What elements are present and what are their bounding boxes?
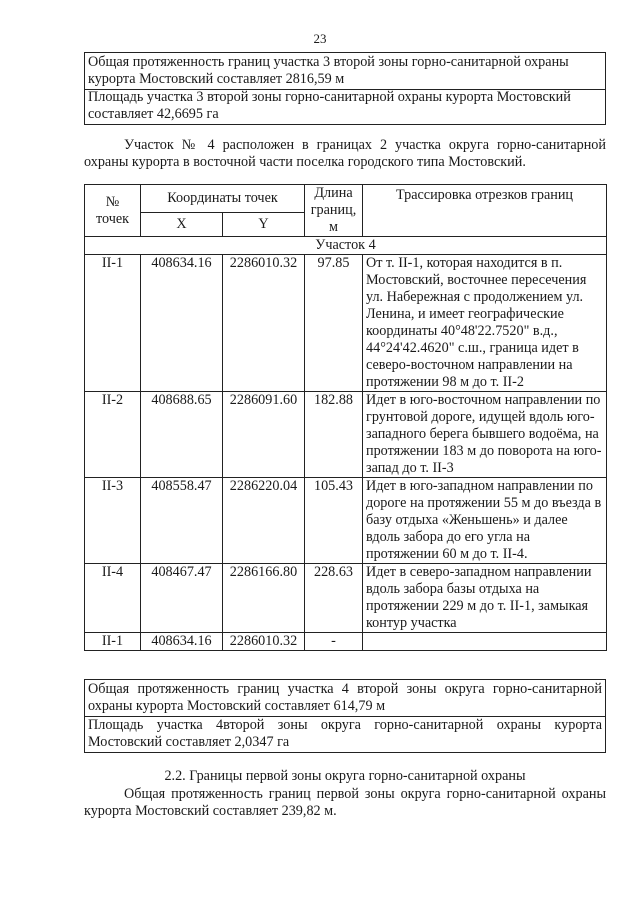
point-cell: II-1	[85, 255, 141, 392]
plot-4-area-box	[84, 716, 606, 753]
header-length: Длина границ, м	[305, 185, 363, 237]
x-cell: 408467.47	[141, 564, 223, 633]
table-row	[85, 633, 607, 651]
coordinates-table	[84, 184, 607, 651]
table-row	[85, 255, 607, 392]
plot-4-length-box	[84, 679, 606, 717]
page-number: 23	[313, 31, 327, 46]
header-coordinates: Координаты точек	[141, 185, 305, 213]
length-cell: -	[305, 633, 363, 651]
x-cell: 408634.16	[141, 255, 223, 392]
plot-3-length-text: Общая протяженность границ участка 3 второй зоны горно-санитарной охраны курорта Мостовский составляет 2816,59 м	[88, 54, 569, 87]
x-cell: 408688.65	[141, 392, 223, 478]
point-cell: II-2	[85, 392, 141, 478]
intro-paragraph: Участок № 4 расположен в границах 2 участка округа горно-санитарной охраны курорта в восточной части поселка городского типа Мостовский.	[84, 137, 606, 170]
plot-3-area-box	[84, 88, 606, 125]
final-paragraph: Общая протяженность границ первой зоны округа горно-санитарной охраны курорта Мостовский составляет 239,82 м.	[84, 786, 606, 819]
length-cell: 97.85	[305, 255, 363, 392]
section-heading: 2.2. Границы первой зоны округа горно-санитарной охраны	[164, 768, 526, 784]
y-cell: 2286220.04	[223, 478, 305, 564]
point-cell: II-4	[85, 564, 141, 633]
tracing-cell: Идет в северо-западном направлении вдоль забора базы отдыха на протяжении 229 м до т. II-1, замыкая контур участка	[363, 564, 607, 633]
y-cell: 2286010.32	[223, 633, 305, 651]
y-cell: 2286010.32	[223, 255, 305, 392]
tracing-cell: От т. II-1, которая находится в п. Мостовский, восточнее пересечения ул. Набережная с продолжением ул. Ленина, и имеет географические координаты 40°48'22.7520" в.д., 44°24'42.4620" с.ш., граница идет в северо-восточном направлении на протяжении 98 м до т. II-2	[363, 255, 607, 392]
table-row	[85, 564, 607, 633]
length-cell: 228.63	[305, 564, 363, 633]
x-cell: 408558.47	[141, 478, 223, 564]
tracing-cell: Идет в юго-восточном направлении по грунтовой дороге, идущей вдоль юго-западного берега бывшего водоёма, на протяжении 183 м до поворота на юго-запад до т. II-3	[363, 392, 607, 478]
section-label: Участок 4	[85, 237, 607, 255]
table-row	[85, 478, 607, 564]
header-point-no: № точек	[85, 185, 141, 237]
length-cell: 182.88	[305, 392, 363, 478]
point-cell: II-3	[85, 478, 141, 564]
header-y: Y	[223, 213, 305, 237]
x-cell: 408634.16	[141, 633, 223, 651]
length-cell: 105.43	[305, 478, 363, 564]
header-tracing: Трассировка отрезков границ	[363, 185, 607, 237]
plot-3-length-box	[84, 52, 606, 90]
tracing-cell	[363, 633, 607, 651]
y-cell: 2286091.60	[223, 392, 305, 478]
point-cell: II-1	[85, 633, 141, 651]
y-cell: 2286166.80	[223, 564, 305, 633]
plot-3-area-text: Площадь участка 3 второй зоны горно-санитарной охраны курорта Мостовский составляет 42,6695 га	[88, 89, 571, 122]
table-row	[85, 392, 607, 478]
header-x: X	[141, 213, 223, 237]
plot-4-area-text: Площадь участка 4второй зоны округа горно-санитарной охраны курорта Мостовский составляет 2,0347 га	[88, 717, 602, 750]
tracing-cell: Идет в юго-западном направлении по дороге на протяжении 55 м до въезда в базу отдыха «Женьшень» и далее вдоль забора до его угла на протяжении 60 м до т. II-4.	[363, 478, 607, 564]
plot-4-length-text: Общая протяженность границ участка 4 второй зоны округа горно-санитарной охраны курорта Мостовский составляет 614,79 м	[88, 681, 602, 714]
